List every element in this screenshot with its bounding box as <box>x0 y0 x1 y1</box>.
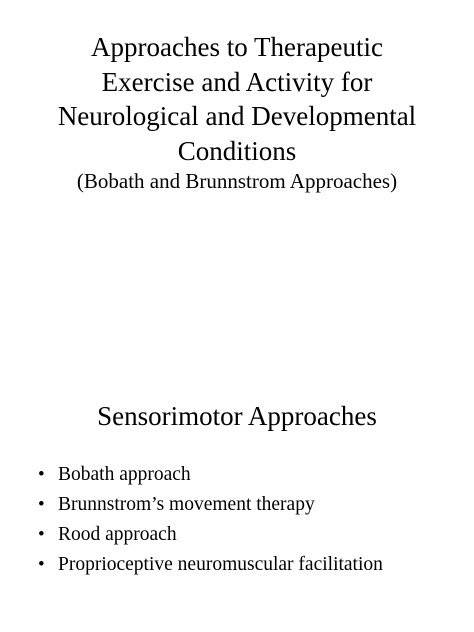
slide-1-title-line-2: Exercise and Activity for <box>101 66 373 97</box>
bullet-text: Brunnstrom’s movement therapy <box>58 494 315 515</box>
slide-2-title: Sensorimotor Approaches <box>97 401 377 431</box>
bullet-text: Rood approach <box>58 524 177 545</box>
bullet-icon: • <box>38 524 45 545</box>
bullet-icon: • <box>38 494 45 515</box>
slide-1-subtitle: (Bobath and Brunnstrom Approaches) <box>76 169 398 193</box>
bullet-icon: • <box>38 464 45 485</box>
bullet-text: Proprioceptive neuromuscular facilitation <box>58 554 383 575</box>
bullet-icon: • <box>38 554 45 575</box>
slide-1-title-line-1: Approaches to Therapeutic <box>91 32 383 62</box>
slide-2 <box>0 316 474 632</box>
slide-1-title-line-4: Conditions <box>177 135 297 166</box>
bullet-text: Bobath approach <box>58 464 191 485</box>
slide-1-title-line-3: Neurological and Developmental <box>57 101 417 131</box>
slide-1-title <box>0 30 474 168</box>
